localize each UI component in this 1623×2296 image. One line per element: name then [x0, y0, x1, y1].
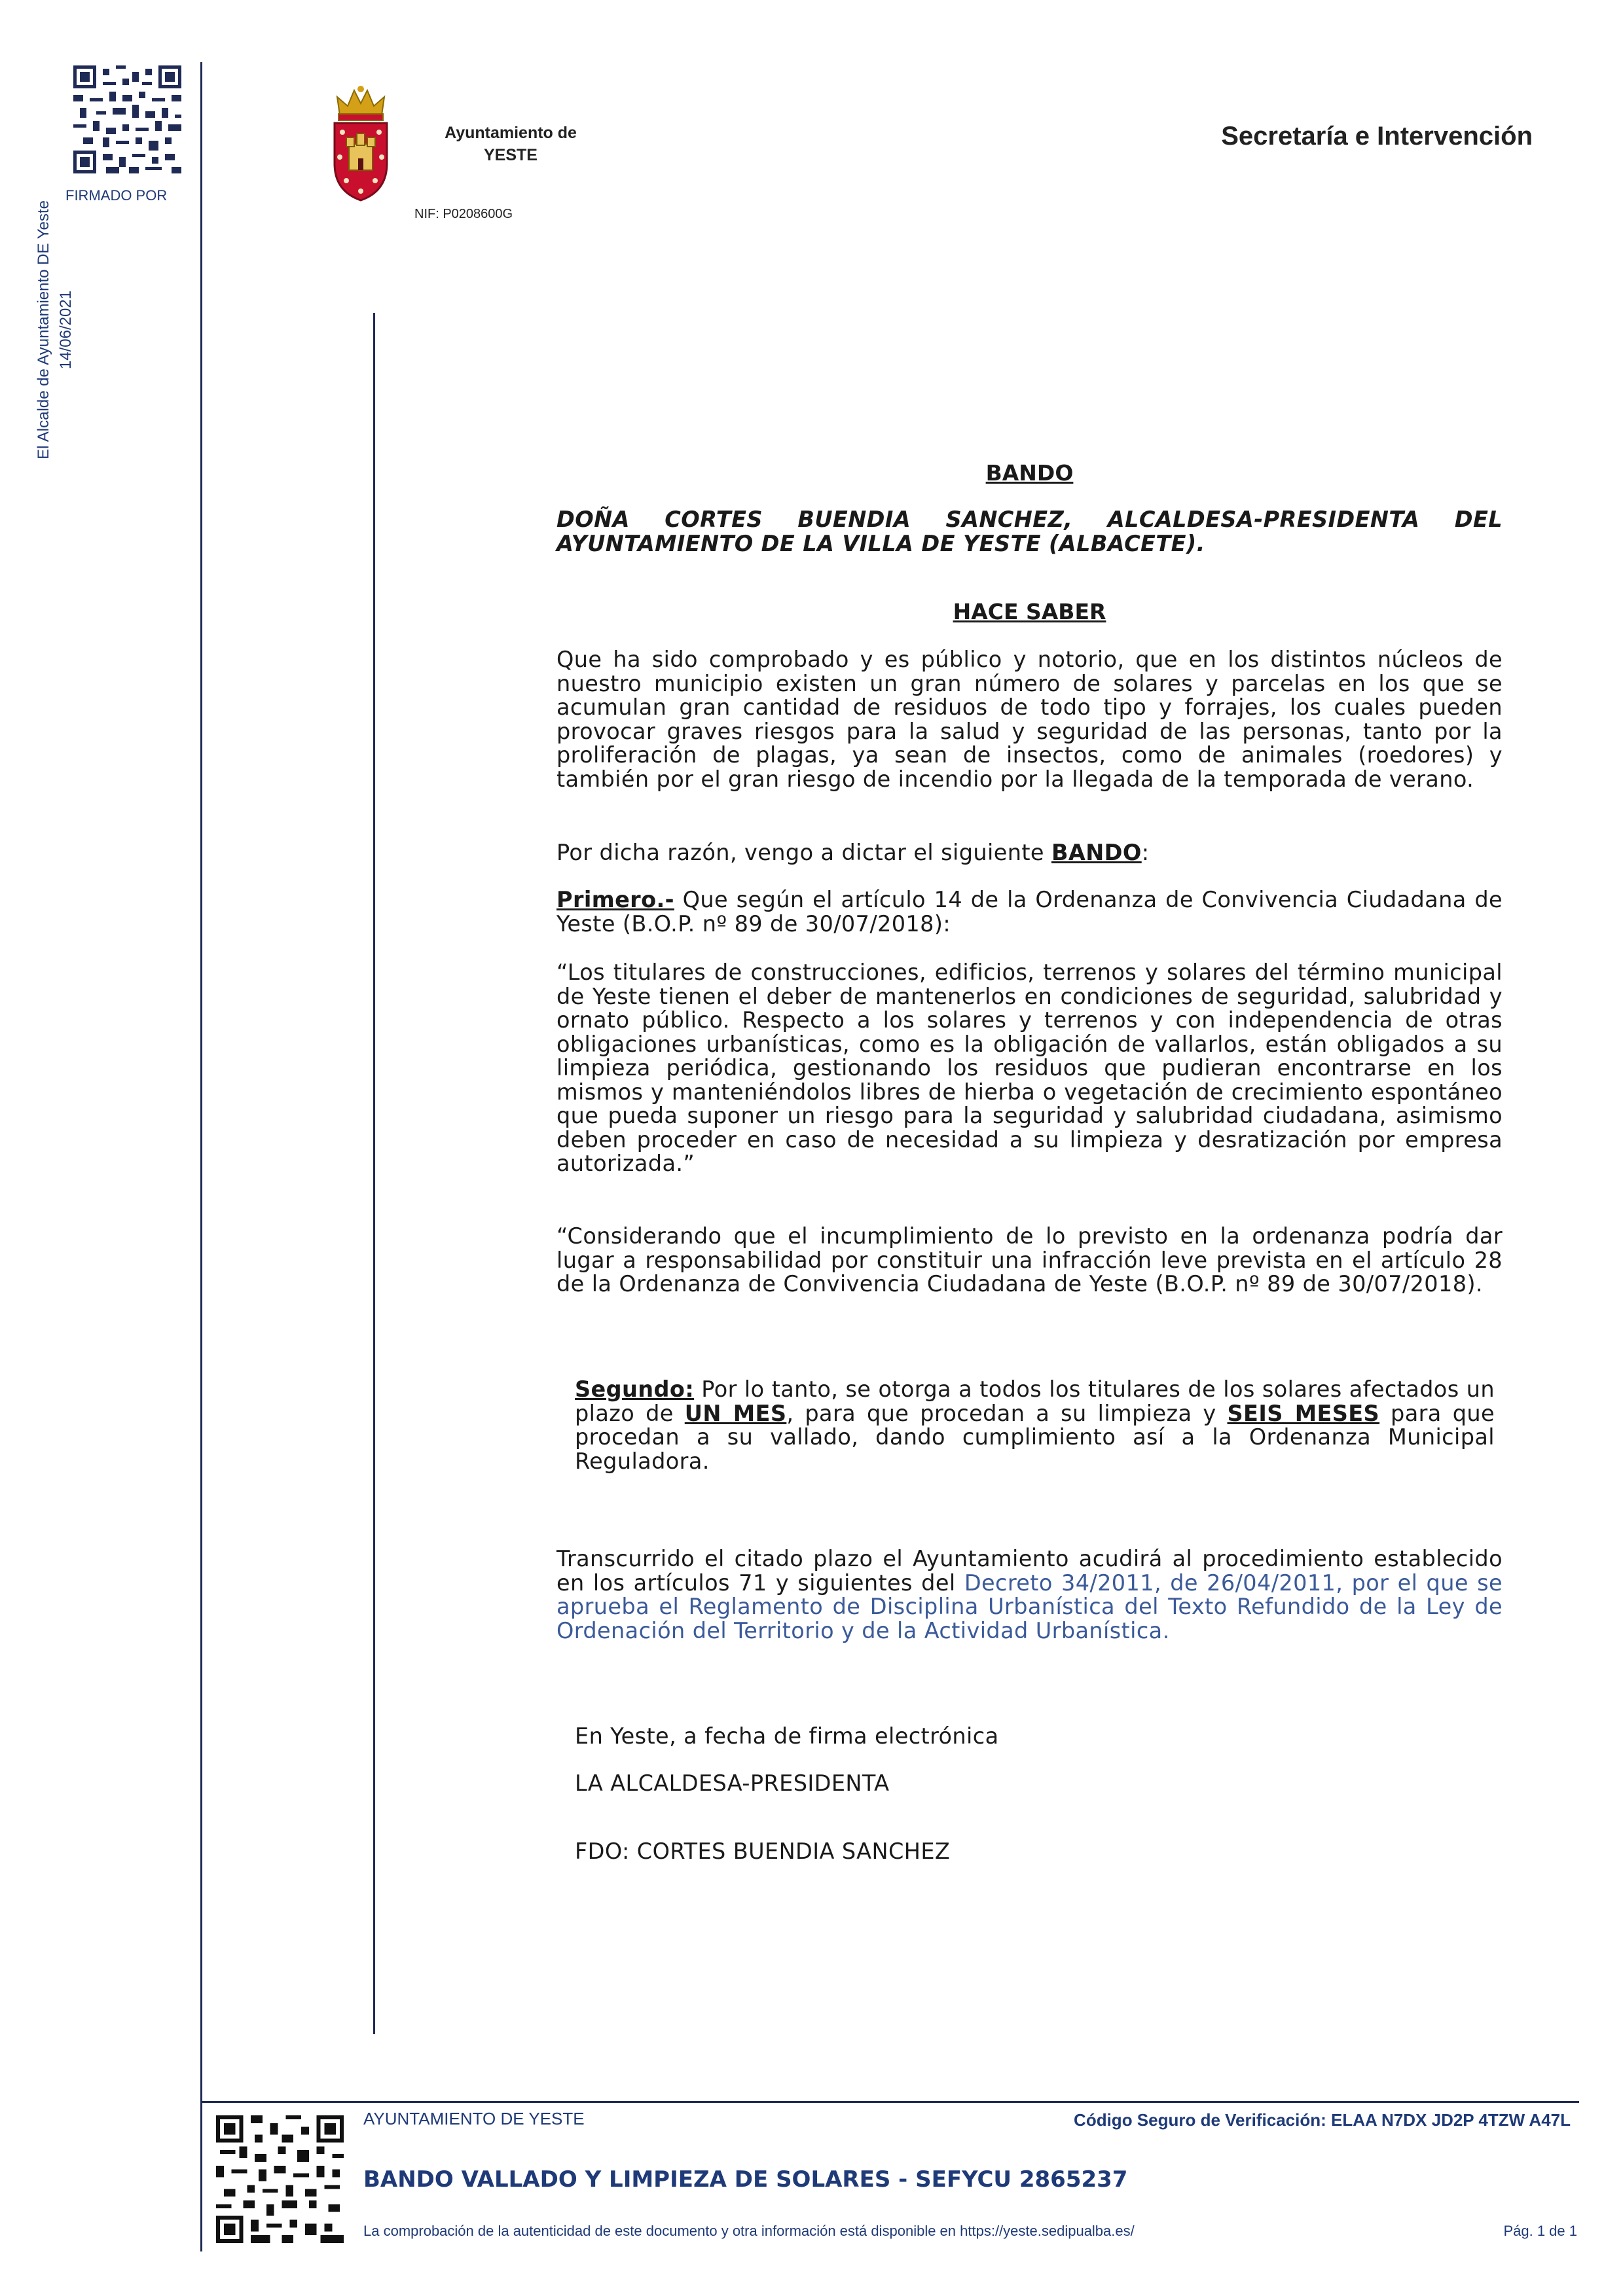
- bando-colon: :: [1141, 840, 1150, 865]
- left-margin-rule: [200, 62, 202, 2251]
- municipality-name: [412, 122, 609, 166]
- ayuntamiento-label: Ayuntamiento de: [445, 124, 577, 142]
- footer-qr-code: [216, 2115, 344, 2243]
- signer-name: El Alcalde de Ayuntamiento DE Yeste: [35, 200, 52, 459]
- firma-line: FDO: CORTES BUENDIA SANCHEZ: [575, 1839, 951, 1864]
- un-mes-keyword: UN MES: [684, 1400, 787, 1426]
- segundo-text-1: Por lo tanto, se otorga a todos los titulares de los solares afectados un plazo de: [575, 1376, 1495, 1426]
- primero-paragraph: [556, 888, 1503, 936]
- verification-code: Código Seguro de Verificación: ELAA N7DX JD2P 4TZW A47L: [1074, 2110, 1571, 2130]
- document-title: BANDO: [985, 460, 1074, 486]
- nif-label: NIF: P0208600G: [414, 207, 513, 221]
- ordinance-quote: “Los titulares de construcciones, edificios, terrenos y solares del término municipal de Yeste tienen el deber de mantenerlos en condiciones de seguridad, salubridad y ornato público. Respecto a los solares y terrenos y con independencia de otras obligaciones urbanísticas, como es la obligación de vallarlos, están obligados a su limpieza periódica, gestionando los residuos que pudieran encontrarse en los mismos y manteniéndolos libres de hierba o vegetación de crecimiento espontáneo que pueda suponer un riesgo para la seguridad y salubridad ciudadana, asimismo deben proceder en caso de necesidad a su limpieza y desratización por empresa autorizada.”: [556, 960, 1503, 1176]
- segundo-label: Segundo:: [575, 1376, 695, 1402]
- department-title: Secretaría e Intervención: [1221, 122, 1533, 151]
- segundo-paragraph: [575, 1378, 1495, 1473]
- fecha-line: En Yeste, a fecha de firma electrónica: [575, 1723, 999, 1749]
- primero-label: Primero.-: [556, 887, 674, 912]
- signature-date: 14/06/2021: [57, 290, 75, 370]
- signer-info: [33, 101, 85, 559]
- page-number: Pág. 1 de 1: [1503, 2223, 1577, 2239]
- bando-intro-text: Por dicha razón, vengo a dictar el siguiente: [556, 840, 1044, 865]
- footer-ayuntamiento: AYUNTAMIENTO DE YESTE: [363, 2109, 585, 2128]
- primero-text: Que según el artículo 14 de la Ordenanza de Convivencia Ciudadana de Yeste (B.O.P. nº 89 de 30/07/2018):: [556, 887, 1503, 937]
- segundo-text-3: para que procedan a su vallado, dando cumplimiento así a la Ordenanza Municipal Reguladora.: [575, 1400, 1495, 1474]
- verification-notice: La comprobación de la autenticidad de este documento y otra información está disponible en https://yeste.sedipualba.es/: [363, 2223, 1135, 2239]
- cargo-line: LA ALCALDESA-PRESIDENTA: [575, 1770, 890, 1796]
- content-left-rule: [373, 313, 375, 2034]
- seis-meses-keyword: SEIS MESES: [1227, 1400, 1380, 1426]
- town-label: YESTE: [484, 146, 538, 164]
- bando-keyword: BANDO: [1051, 840, 1142, 865]
- segundo-text-2: , para que procedan a su limpieza y: [786, 1400, 1228, 1426]
- signature-qr-code: [73, 65, 181, 173]
- footer-rule: [202, 2101, 1579, 2103]
- coat-of-arms-logo: [331, 85, 391, 202]
- hace-saber-heading: HACE SABER: [953, 599, 1106, 624]
- decreto-link[interactable]: Decreto 34/2011, de 26/04/2011, por el que se aprueba el Reglamento de Disciplina Urbanística del Texto Refundido de la Ley de Ordenación del Territorio y de la Actividad Urbanística.: [556, 1570, 1503, 1643]
- transcurrido-text: Transcurrido el citado plazo el Ayuntamiento acudirá al procedimiento establecido en los artículos 71 y siguientes del: [556, 1546, 1503, 1596]
- firmado-por-label: FIRMADO POR: [65, 187, 168, 204]
- transcurrido-paragraph: [556, 1547, 1503, 1643]
- considerando-paragraph: “Considerando que el incumplimiento de lo previsto en la ordenanza podría dar lugar a responsabilidad por constituir una infracción leve prevista en el artículo 28 de la Ordenanza de Convivencia Ciudadana de Yeste (B.O.P. nº 89 de 30/07/2018).: [556, 1223, 1503, 1297]
- issuer-heading: DOÑA CORTES BUENDIA SANCHEZ, ALCALDESA-PRESIDENTA DEL AYUNTAMIENTO DE LA VILLA DE YESTE (ALBACETE).: [556, 507, 1503, 556]
- footer-document-title: BANDO VALLADO Y LIMPIEZA DE SOLARES - SEFYCU 2865237: [363, 2166, 1128, 2193]
- intro-paragraph: Que ha sido comprobado y es público y notorio, que en los distintos núcleos de nuestro municipio existen un gran número de solares y parcelas en los que se acumulan gran cantidad de residuos de todo tipo y forrajes, los cuales pueden provocar graves riesgos para la salud y seguridad de las personas, tanto por la proliferación de plagas, ya sean de insectos, como de animales (roedores) y también por el gran riesgo de incendio por la llegada de la temporada de verano.: [556, 647, 1503, 792]
- bando-intro-paragraph: [556, 841, 1503, 865]
